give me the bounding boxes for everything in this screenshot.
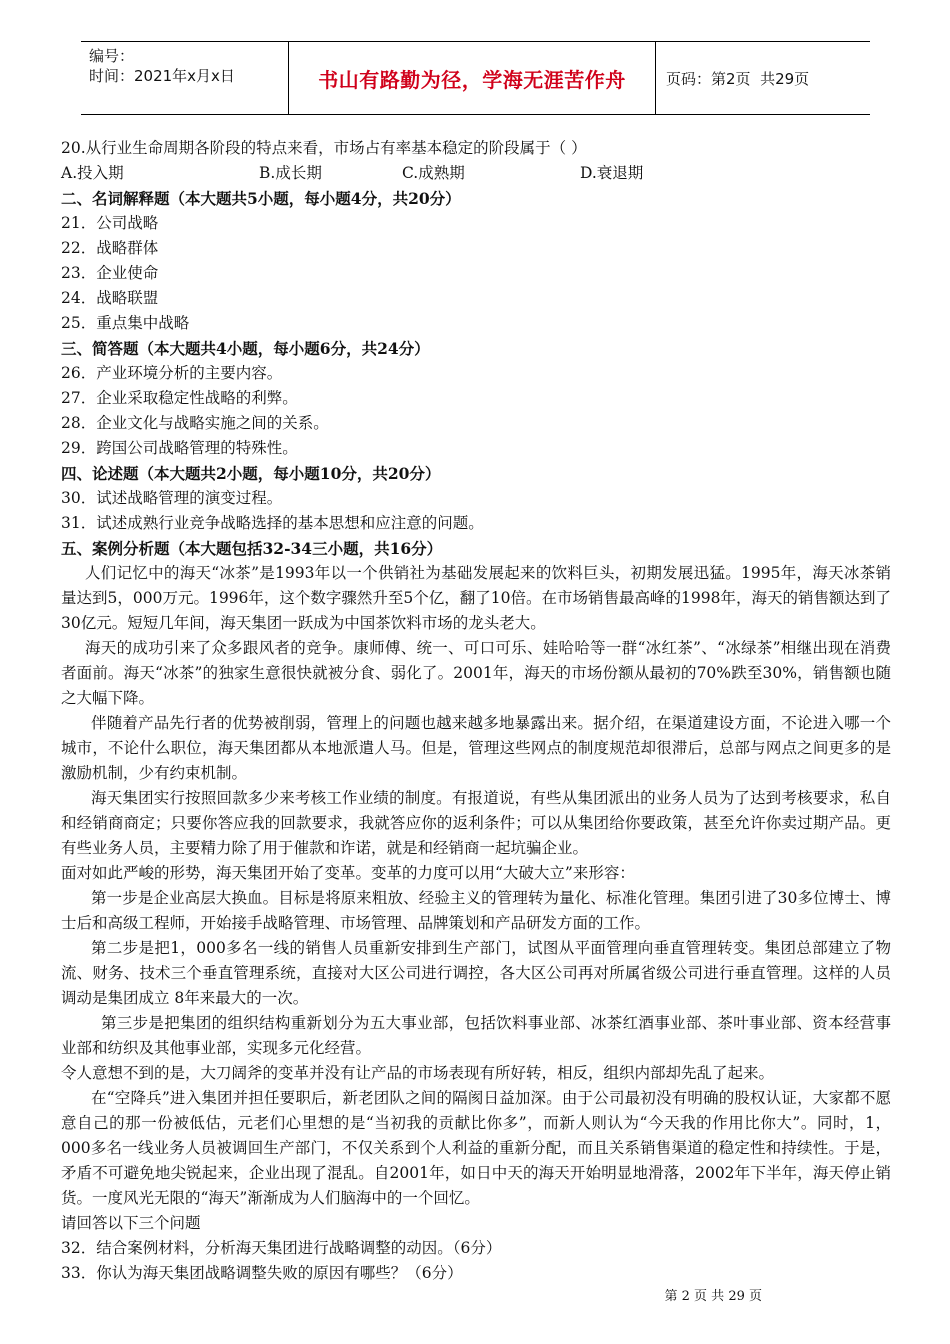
section-2-item: 22．战略群体: [61, 239, 159, 257]
section-3-item: 26．产业环境分析的主要内容。: [61, 364, 283, 382]
case-paragraph-9: 令人意想不到的是，大刀阔斧的变革并没有让产品的市场表现有所好转，相反，组织内部却先乱了起来。: [61, 1064, 775, 1082]
question-32: 32．结合案例材料，分析海天集团进行战略调整的动因。（6分）: [61, 1239, 502, 1257]
section-2-item: 24．战略联盟: [61, 289, 159, 307]
section-4-title: 四、论述题（本大题共2小题，每小题10分，共20分）: [61, 464, 441, 483]
header-motto-cell: [288, 42, 656, 114]
section-2-item: 23．企业使命: [61, 264, 159, 282]
section-3-item: 28．企业文化与战略实施之间的关系。: [61, 414, 329, 432]
footer-page-number: 第 2 页 共 29 页: [664, 1289, 762, 1304]
case-paragraph-7: 第二步是把1，000多名一线的销售人员重新安排到生产部门，试图从平面管理向垂直管理转变。集团总部建立了物流、财务、技术三个垂直管理系统，直接对大区公司进行调控，各大区公司再对所属省级公司进行垂直管理。这样的人员调动是集团成立 8年来最大的一次。: [61, 939, 891, 1007]
option-c: C.成熟期: [402, 164, 465, 182]
case-paragraph-5: 面对如此严峻的形势，海天集团开始了变革。变革的力度可以用“大破大立”来形容：: [61, 864, 635, 882]
section-3-item: 27．企业采取稳定性战略的利弊。: [61, 389, 298, 407]
case-paragraph-10: 在“空降兵”进入集团并担任要职后，新老团队之间的隔阂日益加深。由于公司最初没有明确的股权认证，大家都不愿意自己的那一份被低估，元老们心里想的是“当初我的贡献比你多”，而新人则认为“今天我的作用比你大”。同时，1，000多名一线业务人员被调回生产部门，不仅关系到个人利益的重新分配，而且关系销售渠道的稳定性和持续性。于是，矛盾不可避免地尖锐起来，企业出现了混乱。自2001年，如日中天的海天开始明显地滑落，2002年下半年，海天停止销货。一度风光无限的“海天”渐渐成为人们脑海中的一个回忆。: [61, 1089, 891, 1207]
section-4-item: 31．试述成熟行业竞争战略选择的基本思想和应注意的问题。: [61, 514, 484, 532]
question-20-options: [61, 161, 891, 186]
section-2-title: 二、名词解释题（本大题共5小题，每小题4分，共20分）: [61, 189, 461, 208]
question-33: 33．你认为海天集团战略调整失败的原因有哪些？（6分）: [61, 1264, 463, 1282]
case-paragraph-8: 第三步是把集团的组织结构重新划分为五大事业部，包括饮料事业部、冰茶红酒事业部、茶叶事业部、资本经营事业部和纺织及其他事业部，实现多元化经营。: [61, 1014, 891, 1057]
section-2-item: 25．重点集中战略: [61, 314, 190, 332]
case-paragraph-2: 海天的成功引来了众多跟风者的竞争。康师傅、统一、可口可乐、娃哈哈等一群“冰红茶”、“冰绿茶”相继出现在消费者面前。海天“冰茶”的独家生意很快就被分食、弱化了。2001年，海天的市场份额从最初的70%跌至30%，销售额也随之大幅下降。: [61, 639, 891, 707]
motto: 书山有路勤为径，学海无涯苦作舟: [318, 67, 626, 92]
date-label: 时间：2021年x月x日: [89, 67, 235, 85]
option-b: B.成长期: [259, 164, 322, 182]
section-3-title: 三、简答题（本大题共4小题，每小题6分，共24分）: [61, 339, 430, 358]
case-paragraph-6: 第一步是企业高层大换血。目标是将原来粗放、经验主义的管理转为量化、标准化管理。集团引进了30多位博士、博士后和高级工程师，开始接手战略管理、市场管理、品牌策划和产品研发方面的工作。: [61, 889, 891, 932]
page-label: 页码：第2页 共29页: [666, 69, 810, 88]
serial-label: 编号：: [89, 47, 135, 65]
case-paragraph-4: 海天集团实行按照回款多少来考核工作业绩的制度。有报道说，有些从集团派出的业务人员为了达到考核要求，私自和经销商商定；只要你答应我的回款要求，我就答应你的返利条件；可以从集团给你要政策，甚至允许你卖过期产品。更有些业务人员，主要精力除了用于催款和诈诺，就是和经销商一起坑骗企业。: [61, 789, 891, 857]
section-2-item: 21．公司战略: [61, 214, 159, 232]
questions-prompt: 请回答以下三个问题: [61, 1214, 201, 1232]
document-body: [61, 136, 891, 1286]
section-5-title: 五、案例分析题（本大题包括32-34三小题，共16分）: [61, 539, 443, 558]
header-page-cell: [656, 42, 870, 114]
page-header: [81, 41, 870, 115]
section-3-item: 29．跨国公司战略管理的特殊性。: [61, 439, 298, 457]
option-a: A.投入期: [61, 164, 124, 182]
question-20: 20.从行业生命周期各阶段的特点来看，市场占有率基本稳定的阶段属于（ ）: [61, 139, 587, 157]
case-paragraph-3: 伴随着产品先行者的优势被削弱，管理上的问题也越来越多地暴露出来。据介绍，在渠道建设方面，不论进入哪一个城市，不论什么职位，海天集团都从本地派遣人马。但是，管理这些网点的制度规范却很滞后，总部与网点之间更多的是激励机制，少有约束机制。: [61, 714, 891, 782]
section-4-item: 30．试述战略管理的演变过程。: [61, 489, 283, 507]
header-meta: [81, 42, 288, 114]
case-paragraph-1: 人们记忆中的海天“冰茶”是1993年以一个供销社为基础发展起来的饮料巨头，初期发展迅猛。1995年，海天冰茶销量达到5，000万元。1996年，这个数字骤然升至5个亿，翻了10倍。在市场销售最高峰的1998年，海天的销售额达到了30亿元。短短几年间，海天集团一跃成为中国茶饮料市场的龙头老大。: [61, 564, 891, 632]
option-d: D.衰退期: [580, 164, 644, 182]
